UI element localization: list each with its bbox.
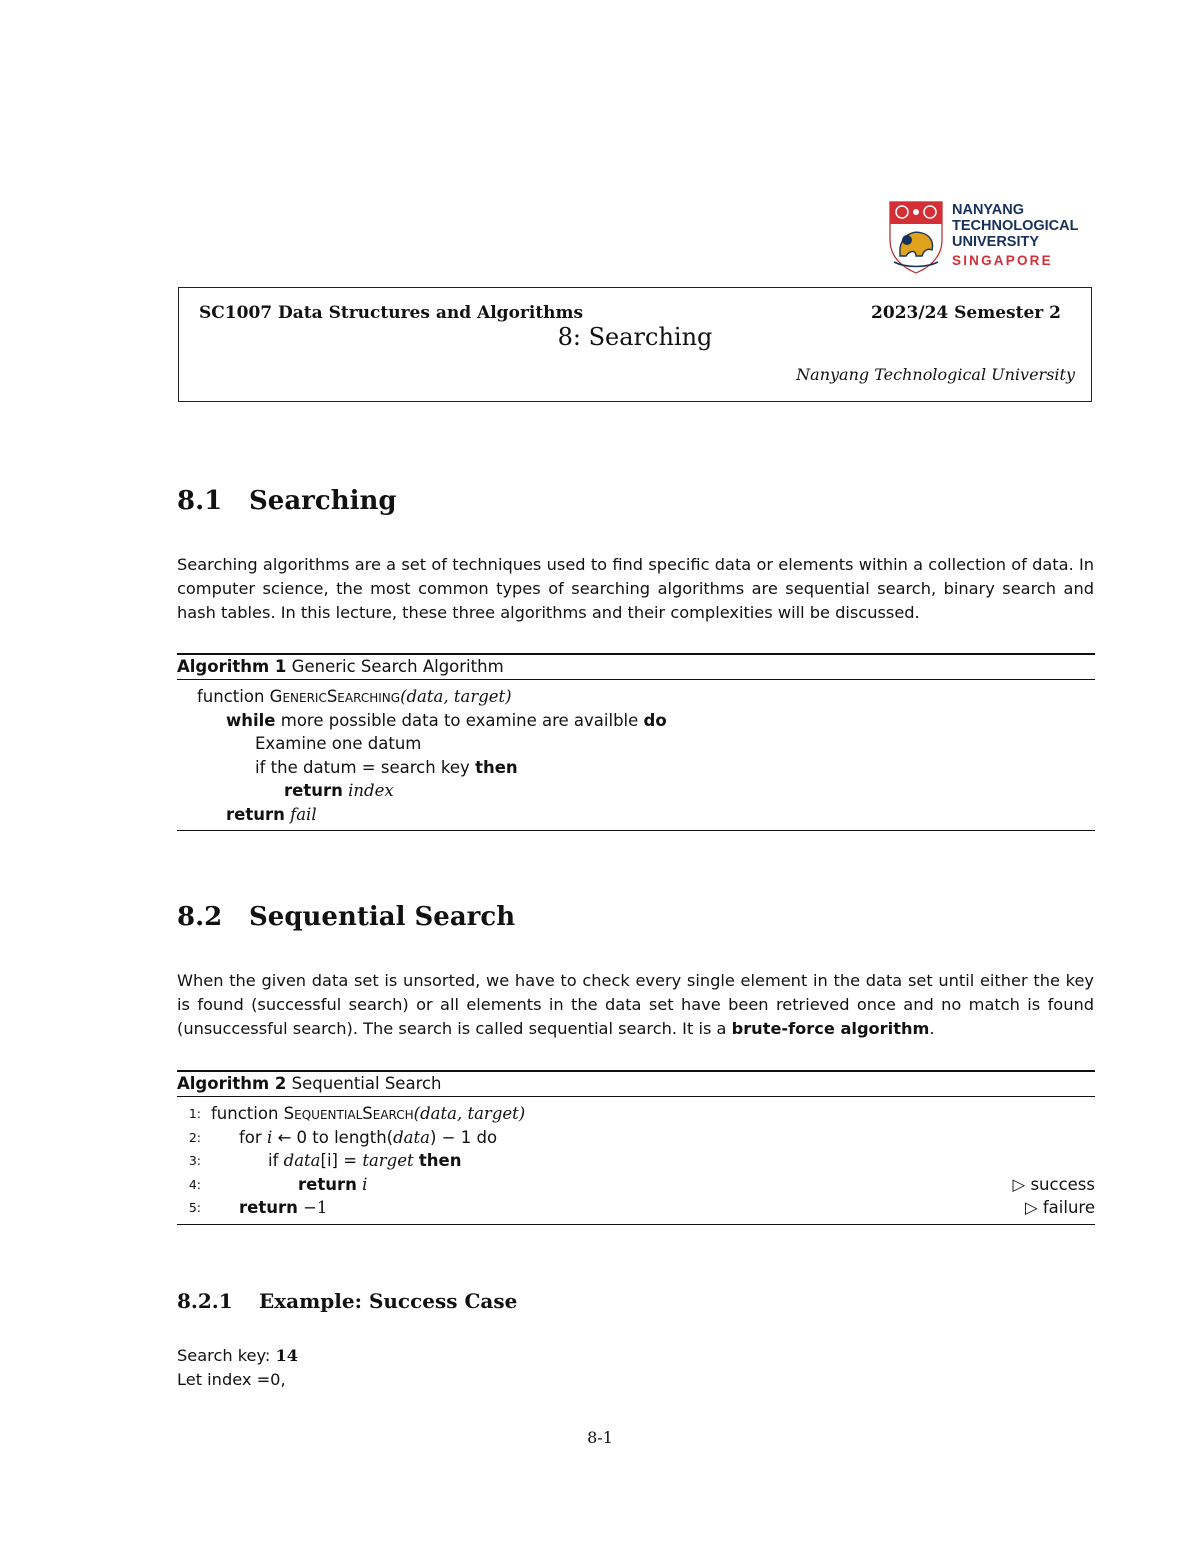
keyword: if — [268, 1151, 279, 1170]
keyword: while — [226, 710, 276, 730]
algo-line — [177, 1196, 1095, 1220]
keyword: for — [239, 1127, 262, 1147]
subsection-number: 8.2.1 — [177, 1289, 233, 1313]
section-number: 8.1 — [177, 486, 223, 516]
algorithm-1-body — [177, 680, 1095, 831]
algo-text: ← 0 to length( — [272, 1127, 394, 1147]
paragraph-text: When the given data set is unsorted, we have to check every single element in the data set until either the key is found (successful search) or all elements in the data set have been retrieved once and no match is found (unsuccessful search). The search is called sequential search. It is a — [177, 971, 1094, 1038]
logo-line-2: TECHNOLOGICAL — [952, 218, 1079, 234]
subsection-title: Example: Success Case — [259, 1289, 518, 1313]
line-number: 4: — [188, 1176, 201, 1192]
lecture-header-box — [178, 287, 1092, 402]
algorithm-1-caption — [177, 655, 1095, 680]
keyword: return — [226, 804, 285, 824]
function-name: SequentialSearch — [283, 1104, 414, 1123]
algo-text: = — [338, 1151, 363, 1170]
keyword: return — [239, 1198, 298, 1217]
line-number: 5: — [188, 1200, 201, 1215]
algo-line — [177, 1173, 1095, 1197]
algorithm-label: Algorithm 1 — [177, 657, 287, 676]
variable: target — [362, 1151, 414, 1170]
ntu-crest-icon — [888, 200, 944, 274]
algorithm-2-box — [177, 1070, 1095, 1225]
search-key-value: 14 — [275, 1346, 299, 1365]
line-number: 1: — [188, 1106, 201, 1121]
section-8-1-paragraph: Searching algorithms are a set of techniques used to find specific data or elements within a collection of data. In computer science, the most common types of searching algorithms are sequential search, binary search and hash tables. In this lecture, these three algorithms and their complexities will be discussed. — [177, 555, 1094, 622]
variable: data — [283, 1151, 321, 1170]
section-heading-8-1 — [177, 486, 397, 516]
line-content — [211, 1102, 525, 1126]
failure-comment: ▷ failure — [1024, 1198, 1095, 1217]
keyword: return — [298, 1174, 357, 1194]
algo-line — [177, 779, 1095, 803]
algo-text: [i] — [320, 1151, 338, 1170]
keyword: do — [643, 710, 667, 730]
keyword: then — [475, 757, 518, 777]
algo-line — [177, 685, 1095, 709]
algorithm-2-body — [177, 1097, 1095, 1225]
logo-line-3: UNIVERSITY — [952, 234, 1040, 250]
return-value: fail — [290, 804, 317, 824]
course-title: SC1007 Data Structures and Algorithms — [199, 303, 584, 323]
algorithm-caption-text: Generic Search Algorithm — [291, 657, 504, 676]
algo-line — [177, 732, 1095, 756]
return-value: index — [348, 781, 394, 800]
ntu-wordmark — [952, 202, 1078, 269]
line-content — [268, 1149, 461, 1173]
function-name: GenericSearching — [269, 687, 401, 706]
keyword: do — [476, 1127, 498, 1147]
line-number: 2: — [188, 1129, 201, 1145]
section-title: Searching — [249, 486, 397, 516]
algo-line — [177, 1102, 1095, 1126]
keyword: function — [197, 687, 265, 706]
return-value: i — [362, 1174, 368, 1194]
algo-text: Examine one datum — [255, 734, 422, 753]
keyword: if — [255, 757, 266, 777]
paragraph-emphasis: brute-force algorithm — [731, 1019, 930, 1038]
function-args: (data, target) — [413, 1104, 526, 1123]
section-8-2-paragraph — [177, 969, 1094, 1041]
algo-line — [177, 1149, 1095, 1173]
algo-text: the datum = search key — [270, 757, 470, 777]
algorithm-2-caption — [177, 1072, 1095, 1097]
subsection-heading-8-2-1 — [177, 1289, 517, 1313]
section-number: 8.2 — [177, 902, 223, 932]
success-comment: ▷ success — [1012, 1174, 1095, 1194]
algo-line — [177, 1126, 1095, 1150]
logo-line-4: SINGAPORE — [952, 253, 1053, 268]
page-number: 8-1 — [587, 1428, 613, 1447]
loop-variable: i — [266, 1127, 273, 1147]
algorithm-caption-text: Sequential Search — [291, 1074, 442, 1093]
search-key-label: Search key: — [177, 1346, 276, 1365]
keyword: return — [284, 781, 343, 800]
return-value: −1 — [303, 1198, 328, 1217]
algo-line — [177, 709, 1095, 733]
line-content — [239, 1196, 327, 1220]
ntu-logo — [888, 200, 1088, 275]
let-index-line: Let index =0, — [177, 1370, 286, 1389]
algo-text: more possible data to examine are availble — [280, 710, 639, 730]
keyword: function — [211, 1104, 279, 1123]
algo-line — [177, 756, 1095, 780]
function-args: (data, target) — [400, 687, 512, 706]
section-title: Sequential Search — [249, 902, 516, 932]
logo-line-1: NANYANG — [952, 202, 1024, 218]
lecture-title: 8: Searching — [557, 323, 713, 351]
algo-line — [177, 803, 1095, 827]
line-content — [298, 1173, 367, 1197]
search-key-line — [177, 1344, 298, 1368]
algorithm-label: Algorithm 2 — [177, 1074, 287, 1093]
line-content — [239, 1126, 497, 1150]
variable: data — [393, 1127, 430, 1147]
line-number: 3: — [188, 1153, 201, 1168]
keyword: then — [418, 1151, 462, 1170]
section-heading-8-2 — [177, 902, 515, 932]
semester-label: 2023/24 Semester 2 — [871, 303, 1061, 323]
algo-text: ) − 1 — [430, 1127, 477, 1147]
paragraph-text: . — [929, 1019, 935, 1038]
institution-name: Nanyang Technological University — [796, 365, 1075, 384]
algorithm-1-box — [177, 653, 1095, 831]
